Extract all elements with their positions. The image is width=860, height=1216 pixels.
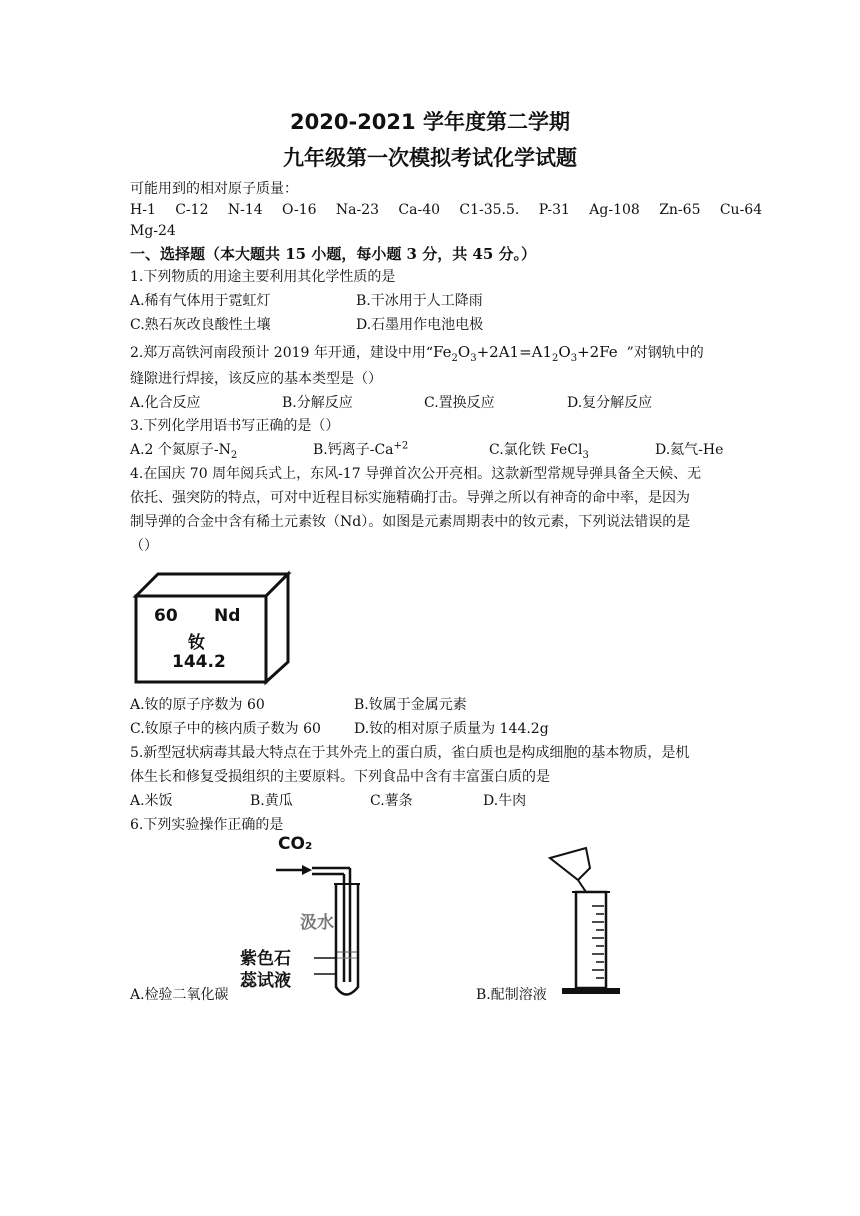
q5-line2: 体生长和修复受损组织的主要原料。下列食品中含有丰富蛋白质的是 <box>130 769 550 785</box>
q1-option-b: B.干冰用于人工降雨 <box>356 293 483 309</box>
atomic-mass-extra: Mg-24 <box>130 223 176 239</box>
section-heading: 一、选择题（本大题共 15 小题，每小题 3 分，共 45 分。） <box>130 245 537 263</box>
atomic-mass-item: Na-23 <box>335 202 380 218</box>
q2-stem-post: ”对钢轨中的 <box>626 345 704 361</box>
co2-label: CO₂ <box>278 834 313 854</box>
q4-line1: 4.在国庆 70 周年阅兵式上，东风-17 导弹首次公开亮相。这款新型常规导弹具备全天候、无 <box>130 466 702 482</box>
atomic-mass-item: H-1 <box>130 202 156 218</box>
eq-part: O <box>457 343 471 361</box>
q3-a-sub: 2 <box>230 449 238 461</box>
q6-stem: 6.下列实验操作正确的是 <box>130 817 284 833</box>
q3-option-d: D.氦气-He <box>655 442 724 458</box>
q2-stem <box>130 343 704 362</box>
q5-line1: 5.新型冠状病毒其最大特点在于其外壳上的蛋白质，雀白质也是构成细胞的基本物质，是机 <box>130 745 690 761</box>
q2-option-d: D.复分解反应 <box>567 395 653 411</box>
q2-option-b: B.分解反应 <box>282 395 353 411</box>
q3-option-c <box>489 441 589 459</box>
q5-option-b: B.黄瓜 <box>250 793 293 809</box>
q1-option-a: A.稀有气体用于霓虹灯 <box>130 293 271 309</box>
eq-part: +2A1=A1 <box>476 343 553 361</box>
eq-sub: 2 <box>451 353 458 364</box>
litmus-label-1: 紫色石 <box>240 949 291 969</box>
element-symbol: Nd <box>214 606 241 626</box>
q6-option-a: A.检验二氧化碳 <box>130 987 229 1003</box>
q4-option-a: A.钕的原子序数为 60 <box>130 697 265 713</box>
water-label: 汲水 <box>300 913 334 933</box>
q4-option-c: C.钕原子中的核内质子数为 60 <box>130 721 321 737</box>
eq-part: Fe <box>433 343 452 361</box>
q1-option-d: D.石墨用作电池电极 <box>356 317 484 333</box>
atomic-mass-item: N-14 <box>227 202 263 218</box>
element-atomic-number: 60 <box>154 606 178 626</box>
litmus-label-2: 蕊试液 <box>240 971 291 991</box>
q2-equation <box>433 343 618 364</box>
page-title-line2: 九年级第一次模拟考试化学试题 <box>283 146 577 170</box>
q2-stem-line2: 缝隙进行焊接，该反应的基本类型是（） <box>130 371 382 387</box>
atomic-mass-item: C-12 <box>175 202 209 218</box>
eq-part: O <box>558 343 571 361</box>
atomic-mass-item: Ca-40 <box>398 202 441 218</box>
q3-b-text: B.钙离子-Ca <box>313 442 394 458</box>
q4-line3: 制导弹的合金中含有稀土元素钕（Nd）。如图是元素周期表中的钕元素，下列说法错误的是 <box>130 514 691 530</box>
page-title-line1: 2020-2021 学年度第二学期 <box>290 110 570 134</box>
q3-b-sup: +2 <box>393 440 409 452</box>
q4-line4: （） <box>130 538 158 554</box>
q6-option-b: B.配制溶液 <box>476 987 547 1003</box>
q4-line2: 依托、强突防的特点，可对中近程目标实施精确打击。导弹之所以有神奇的命中率，是因为 <box>130 490 690 506</box>
atomic-mass-item: Ag-108 <box>589 202 640 218</box>
solution-prep-figure <box>544 846 634 998</box>
q3-c-text: C.氯化铁 FeCl <box>489 442 583 458</box>
co2-test-figure <box>236 832 376 1004</box>
eq-part: +2Fe <box>577 343 618 361</box>
q3-stem: 3.下列化学用语书写正确的是（） <box>130 418 340 434</box>
q3-a-text: A.2 个氮原子-N <box>130 442 231 458</box>
atomic-mass-item: Zn-65 <box>659 202 701 218</box>
q2-option-a: A.化合反应 <box>130 395 201 411</box>
q4-option-b: B.钕属于金属元素 <box>354 697 467 713</box>
q1-option-c: C.熟石灰改良酸性土壤 <box>130 317 271 333</box>
q4-option-d: D.钕的相对原子质量为 144.2g <box>354 721 549 737</box>
eq-sub: 2 <box>552 353 559 364</box>
atomic-mass-label: 可能用到的相对原子质量： <box>130 181 298 197</box>
element-name: 钕 <box>188 633 205 653</box>
q3-option-a <box>130 441 237 459</box>
atomic-mass-list <box>130 201 762 219</box>
q5-option-d: D.牛肉 <box>483 793 527 809</box>
eq-sub: 3 <box>570 353 578 364</box>
q2-option-c: C.置换反应 <box>424 395 495 411</box>
q1-stem: 1.下列物质的用途主要利用其化学性质的是 <box>130 269 396 285</box>
eq-sub: 3 <box>470 353 477 364</box>
atomic-mass-item: P-31 <box>538 202 570 218</box>
atomic-mass-item: C1-35.5. <box>459 202 520 218</box>
q2-stem-pre: 2.郑万高铁河南段预计 2019 年开通，建设中用“ <box>130 345 434 361</box>
cylinder-drawing <box>544 846 634 998</box>
atomic-mass-item: O-16 <box>282 202 317 218</box>
atomic-mass-item: Cu-64 <box>719 202 763 218</box>
element-cube-figure <box>132 568 292 688</box>
q5-option-a: A.米饭 <box>130 793 173 809</box>
q5-option-c: C.薯条 <box>370 793 413 809</box>
element-mass: 144.2 <box>172 652 226 672</box>
q3-option-b <box>313 441 408 459</box>
q3-c-sub: 3 <box>582 449 589 461</box>
